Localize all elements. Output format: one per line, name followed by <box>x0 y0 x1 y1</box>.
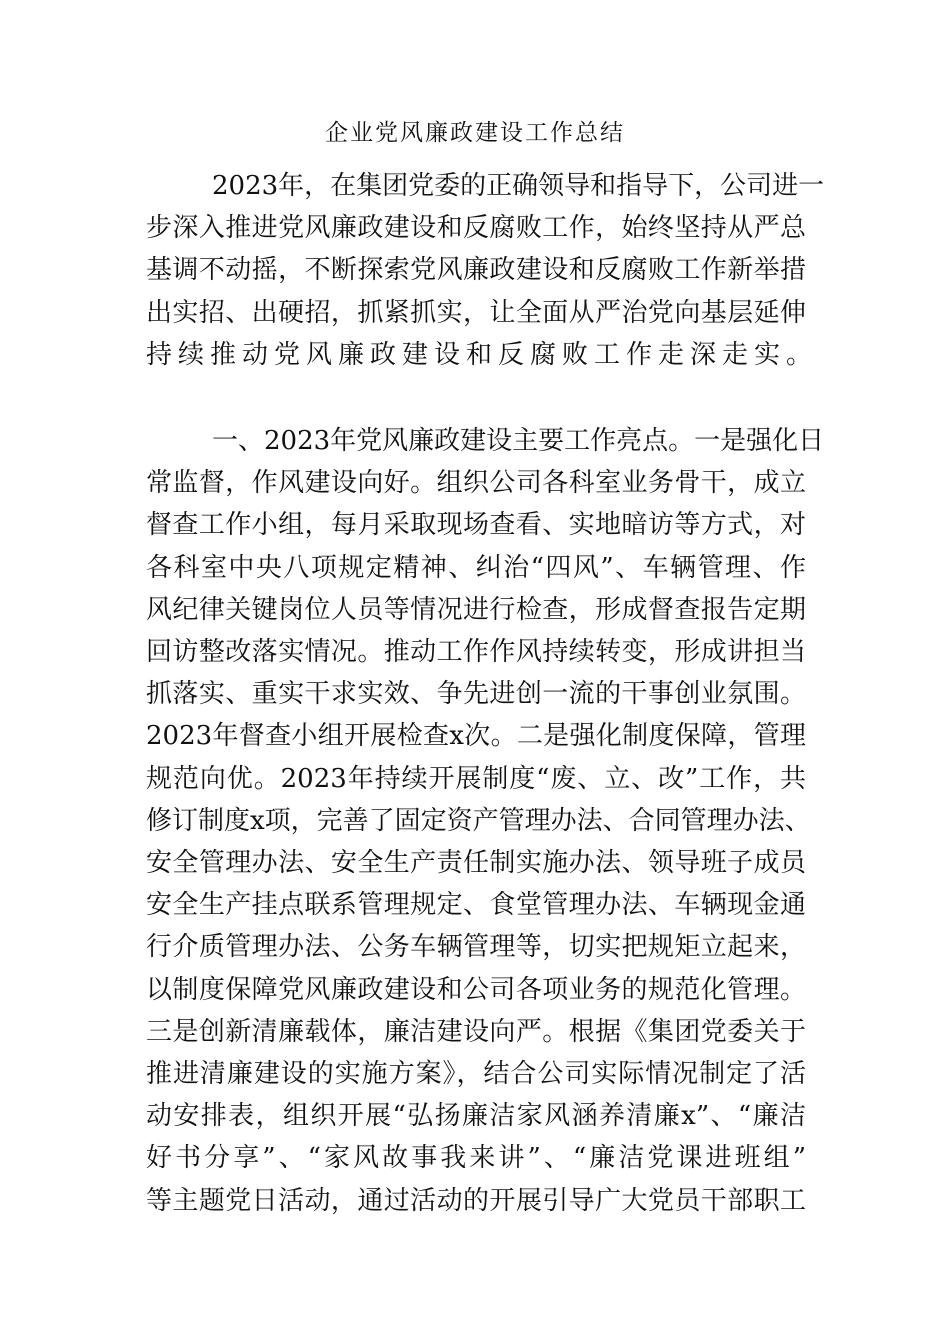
document-title: 企业党风廉政建设工作总结 <box>325 120 625 146</box>
paragraph-line: 修订制度x项，完善了固定资产管理办法、合同管理办法、 <box>146 805 811 836</box>
paragraph-line: 一、2023年党风廉政建设主要工作亮点。一是强化日 <box>212 426 825 456</box>
paragraph-line: 常监督，作风建设向好。组织公司各科室业务骨干，成立 <box>146 468 806 499</box>
paragraph-line: 等主题党日活动，通过活动的开展引导广大党员干部职工 <box>146 1185 806 1216</box>
paragraph-line: 以制度保障党风廉政建设和公司各项业务的规范化管理。 <box>146 974 806 1005</box>
paragraph-line: 风纪律关键岗位人员等情况进行检查，形成督查报告定期 <box>146 594 806 625</box>
paragraph-line: 2023年，在集团党委的正确领导和指导下，公司进一 <box>212 171 825 201</box>
paragraph-line: 督查工作小组，每月采取现场查看、实地暗访等方式，对 <box>146 510 806 541</box>
paragraph-line: 动安排表，组织开展“弘扬廉洁家风涵养清廉x”、“廉洁 <box>146 1101 806 1132</box>
paragraph-line: 持续推动党风廉政建设和反腐败工作走深走实。 <box>146 339 819 370</box>
paragraph-line: 规范向优。2023年持续开展制度“废、立、改”工作，共 <box>146 763 806 794</box>
paragraph-line: 出实招、出硬招，抓紧抓实，让全面从严治党向基层延伸 <box>146 297 806 328</box>
paragraph-line: 基调不动摇，不断探索党风廉政建设和反腐败工作新举措 <box>146 255 806 286</box>
paragraph-line: 各科室中央八项规定精神、纠治“四风”、车辆管理、作 <box>146 552 806 583</box>
paragraph-line: 推进清廉建设的实施方案》，结合公司实际情况制定了活 <box>146 1059 806 1089</box>
paragraph-line: 抓落实、重实干求实效、争先进创一流的干事创业氛围。 <box>146 679 806 710</box>
paragraph-line: 回访整改落实情况。推动工作作风持续转变，形成讲担当 <box>146 637 806 667</box>
paragraph-line: 三是创新清廉载体，廉洁建设向严。根据《集团党委关于 <box>146 1016 806 1047</box>
paragraph-line: 步深入推进党风廉政建设和反腐败工作，始终坚持从严总 <box>146 213 806 244</box>
paragraph-line: 2023年督查小组开展检查x次。二是强化制度保障，管理 <box>146 721 806 752</box>
paragraph-line: 好书分享”、“家风故事我来讲”、“廉洁党课进班组” <box>146 1143 806 1174</box>
paragraph-line: 行介质管理办法、公务车辆管理等，切实把规矩立起来， <box>146 932 806 963</box>
paragraph-line: 安全生产挂点联系管理规定、食堂管理办法、车辆现金通 <box>146 890 806 921</box>
paragraph-line: 安全管理办法、安全生产责任制实施办法、领导班子成员 <box>146 848 806 878</box>
